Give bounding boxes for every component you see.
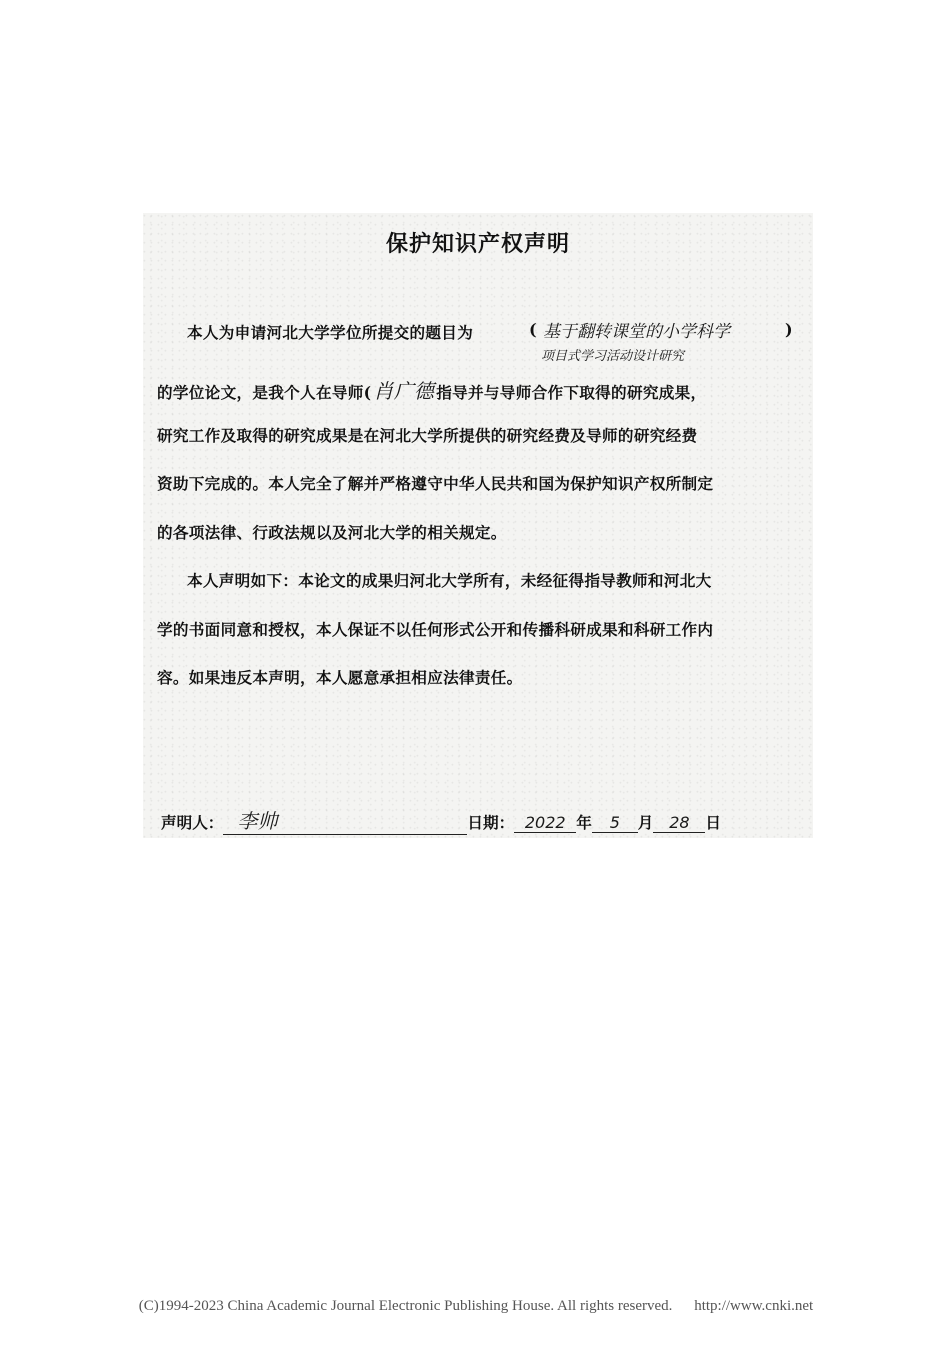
thesis-topic-line2: 项目式学习活动设计研究 xyxy=(541,349,685,364)
page-footer xyxy=(0,1298,952,1315)
declarant-signature: 李帅 xyxy=(223,805,467,835)
date-year: 2022 xyxy=(514,813,576,833)
cnki-url: http://www.cnki.net xyxy=(694,1298,814,1314)
para1-line5: 的各项法律、行政法规以及河北大学的相关规定。 xyxy=(157,523,507,542)
date-day: 28 xyxy=(653,813,705,833)
para1-line1-text: 本人为申请河北大学学位所提交的题目为 xyxy=(187,323,474,342)
thesis-topic-line1: 基于翻转课堂的小学科学 xyxy=(543,322,730,342)
scanned-declaration xyxy=(143,213,813,838)
para1-line4: 资助下完成的。本人完全了解并严格遵守中华人民共和国为保护知识产权所制定 xyxy=(157,474,714,493)
date-label: 日期： xyxy=(467,813,515,832)
advisor-open-paren: ( xyxy=(363,383,372,402)
declarant-label: 声明人： xyxy=(161,813,224,832)
advisor-signature: 肖广德 xyxy=(373,379,435,403)
para1-line1 xyxy=(187,321,473,343)
para1-line2 xyxy=(157,375,706,404)
month-unit: 月 xyxy=(637,813,654,832)
day-unit: 日 xyxy=(705,813,722,832)
copyright-text: (C)1994-2023 China Academic Journal Electronic Publishing House. All rights reserved. xyxy=(138,1298,673,1314)
topic-open-paren: ( xyxy=(529,320,537,339)
topic-close-paren: ) xyxy=(785,320,793,339)
para1-line2-prefix: 的学位论文，是我个人在导师 xyxy=(157,383,364,402)
para2-line2: 学的书面同意和授权，本人保证不以任何形式公开和传播科研成果和科研工作内 xyxy=(157,620,714,639)
para1-line3: 研究工作及取得的研究成果是在河北大学所提供的研究经费及导师的研究经费 xyxy=(157,426,698,445)
year-unit: 年 xyxy=(576,813,592,832)
para1-line2-suffix: 指导并与导师合作下取得的研究成果， xyxy=(436,383,707,402)
para2-line3: 容。如果违反本声明，本人愿意承担相应法律责任。 xyxy=(157,668,523,687)
para2-line1: 本人声明如下：本论文的成果归河北大学所有，未经征得指导教师和河北大 xyxy=(187,571,712,590)
date-month: 5 xyxy=(592,813,638,833)
document-title: 保护知识产权声明 xyxy=(385,231,570,257)
signature-row xyxy=(161,805,721,835)
